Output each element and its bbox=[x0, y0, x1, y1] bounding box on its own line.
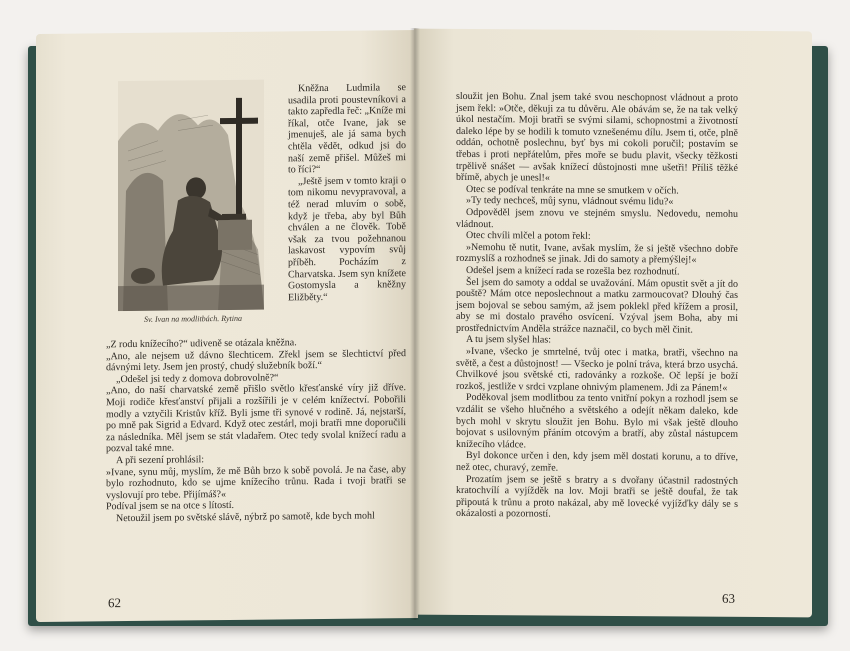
paragraph: Odpověděl jsem znovu ve stejném smyslu. Nedovedu, nemohu vládnout. bbox=[456, 206, 738, 230]
paragraph: „Odešel jsi tedy z domova dobrovolně?“ bbox=[116, 372, 279, 385]
paragraph: Byl dokonce určen i den, kdy jsem měl dostati korunu, a to dříve, než otec, churavý, zemře. bbox=[456, 450, 738, 474]
paragraph: „Ano, do naší charvatské země přišlo světlo křesťanské víry již dříve. Moji rodiče křesťanství přijali a rozšířili je v celém knížectví. Pobořili modly a vztyčili Kristův kříž. Byli jsme tři synové v rodině. Já, nejstarší, po mně pak Sigrid a Edvard. Když otec zestárl, moji bratři mne doporučili za následníka. Měl jsem se stát vladařem. Otec tedy svolal knížecí radu a pozval také mne. bbox=[106, 382, 406, 455]
paragraph: Otec se podíval tenkráte na mne se smutkem v očích. bbox=[466, 183, 679, 197]
right-page bbox=[414, 29, 812, 618]
paragraph: A při sezení prohlásil: bbox=[116, 454, 205, 467]
paragraph: Kněžna Ludmila se usadila proti poustevníkovi a takto zapředla řeč: „Kníže mi říkal, otče Ivane, jak se jmenuješ, ale já sama bych chtěla vědět, odkud jsi do naší země přišel. Můžeš mi to říci?“ bbox=[288, 82, 406, 176]
paragraph: A tu jsem slyšel hlas: bbox=[466, 334, 551, 347]
paragraph: »Ivane, synu můj, myslím, že mě Bůh brzo k sobě povolá. Je na čase, aby bylo rozhodnuto, kdo se ujme knížecího trůnu. Rada i tvoji bratři se vyslovují pro tebe. Přijímáš?« bbox=[106, 463, 406, 501]
paragraph: Prozatím jsem se ještě s bratry a s dvořany účastnil radostných kratochvílí a vyjížděk na lov. Moji bratři se ještě doufal, že tak připoutá k trůnu a proto nakázal, aby mě lovecké vyjížďky dály se s okázalosti a pozorností. bbox=[456, 473, 738, 520]
left-page bbox=[36, 30, 418, 622]
paragraph: Netoužil jsem po světské slávě, nýbrž po samotě, kde bych mohl bbox=[116, 510, 375, 525]
engraving-illustration bbox=[118, 80, 264, 312]
paragraph: »Nemohu tě nutit, Ivane, avšak myslím, že si ještě všechno dobře rozmyslíš a rozhodneš se jinak. Jdi do samoty a přemýšlej!« bbox=[456, 241, 738, 266]
illustration-caption: Sv. Ivan na modlitbách. Rytina bbox=[144, 313, 242, 324]
paragraph: »Ivane, všecko je smrtelné, tvůj otec i matka, bratři, všechno na světě, a čest a důstojnost! — Všecko je polní tráva, která brzo usychá. Chvilkové jsou světské cti, radovánky a rozkoše. Oč lepší je boží rozkoš, jestliže v srdci vzplane ohnivým plamenem. Jdi za Pánem!« bbox=[456, 346, 738, 394]
paragraph: „Ano, ale nejsem už dávno šlechticem. Zřekl jsem se šlechtictví před dávnými lety. Jsem jen prostý, chudý služebník boží.“ bbox=[106, 347, 406, 374]
book-gutter bbox=[410, 28, 420, 620]
paragraph: Odešel jsem a knížecí rada se rozešla bez rozhodnutí. bbox=[466, 264, 680, 278]
left-full-column bbox=[106, 336, 406, 525]
right-column bbox=[456, 91, 738, 522]
paragraph: sloužit jen Bohu. Znal jsem také svou neschopnost vládnout a proto jsem řekl: »Otče, děkuji za tu důvěru. Ale obávám se, že na tak velký úkol nestačím. Moji bratři se svými silami, schopnostmi a životností daleko lépe by se hodili k tomuto vznešenému dílu. Jsem ti, otče, plně oddán, ochotně poslechnu, byť bys mi cokoli poručil; postavím se třebas i proti nepřátelům, přes moře se budu plavit, všecky těžkosti trpělivě snášet — avšak knížecí důstojnosti mne ušetři! Příliš těžké břímě, abych je unesl!« bbox=[456, 90, 738, 184]
page-number-right: 63 bbox=[722, 590, 735, 606]
paragraph: Otec chvíli mlčel a potom řekl: bbox=[466, 230, 591, 242]
page-number-left: 62 bbox=[108, 595, 121, 611]
paragraph: „Z rodu knížecího?“ udiveně se otázala kněžna. bbox=[106, 337, 297, 351]
left-narrow-column bbox=[288, 82, 406, 304]
paragraph: „Ještě jsem v tomto kraji o tom nikomu nevypravoval, a též nerad mluvím o sobě, když je třeba, aby byl Bůh chválen a ne člověk. Tobě však za tvou požehnanou laskavost vypovím svůj příběh. Pocházím z Charvatska. Jsem syn knížete Gostomysla a kněžny Eližběty.“ bbox=[288, 174, 406, 304]
open-book bbox=[22, 22, 832, 632]
paragraph: Poděkoval jsem modlitbou za tento vnitřní pokyn a rozhodl jsem se vzdálit se všeho hlučného a světského a odejít někam daleko, kde bych mohl v skrytu sloužit jen Bohu. Bylo mi však ještě dlouho bojovat s usilovným přáním otcovým a bratří, aby zůstal nástupcem knížecího vládce. bbox=[456, 392, 738, 451]
paragraph: Šel jsem do samoty a oddal se uvažování. Mám opustit svět a jít do pouště? Mám otce neposlechnout a matku zarmoucovat? Dlouhý čas jsem bojoval se sebou samým, až jsem poklekl před křížem a prosil, aby se mi dostalo pravého osvícení. Vzýval jsem Boha, aby mi prostřednictvím Anděla strážce naznačil, co bych měl činit. bbox=[456, 276, 738, 336]
paragraph: »Ty tedy nechceš, můj synu, vládnout svému lidu?« bbox=[466, 195, 674, 208]
paragraph: Podíval jsem se na otce s lítostí. bbox=[106, 500, 235, 513]
